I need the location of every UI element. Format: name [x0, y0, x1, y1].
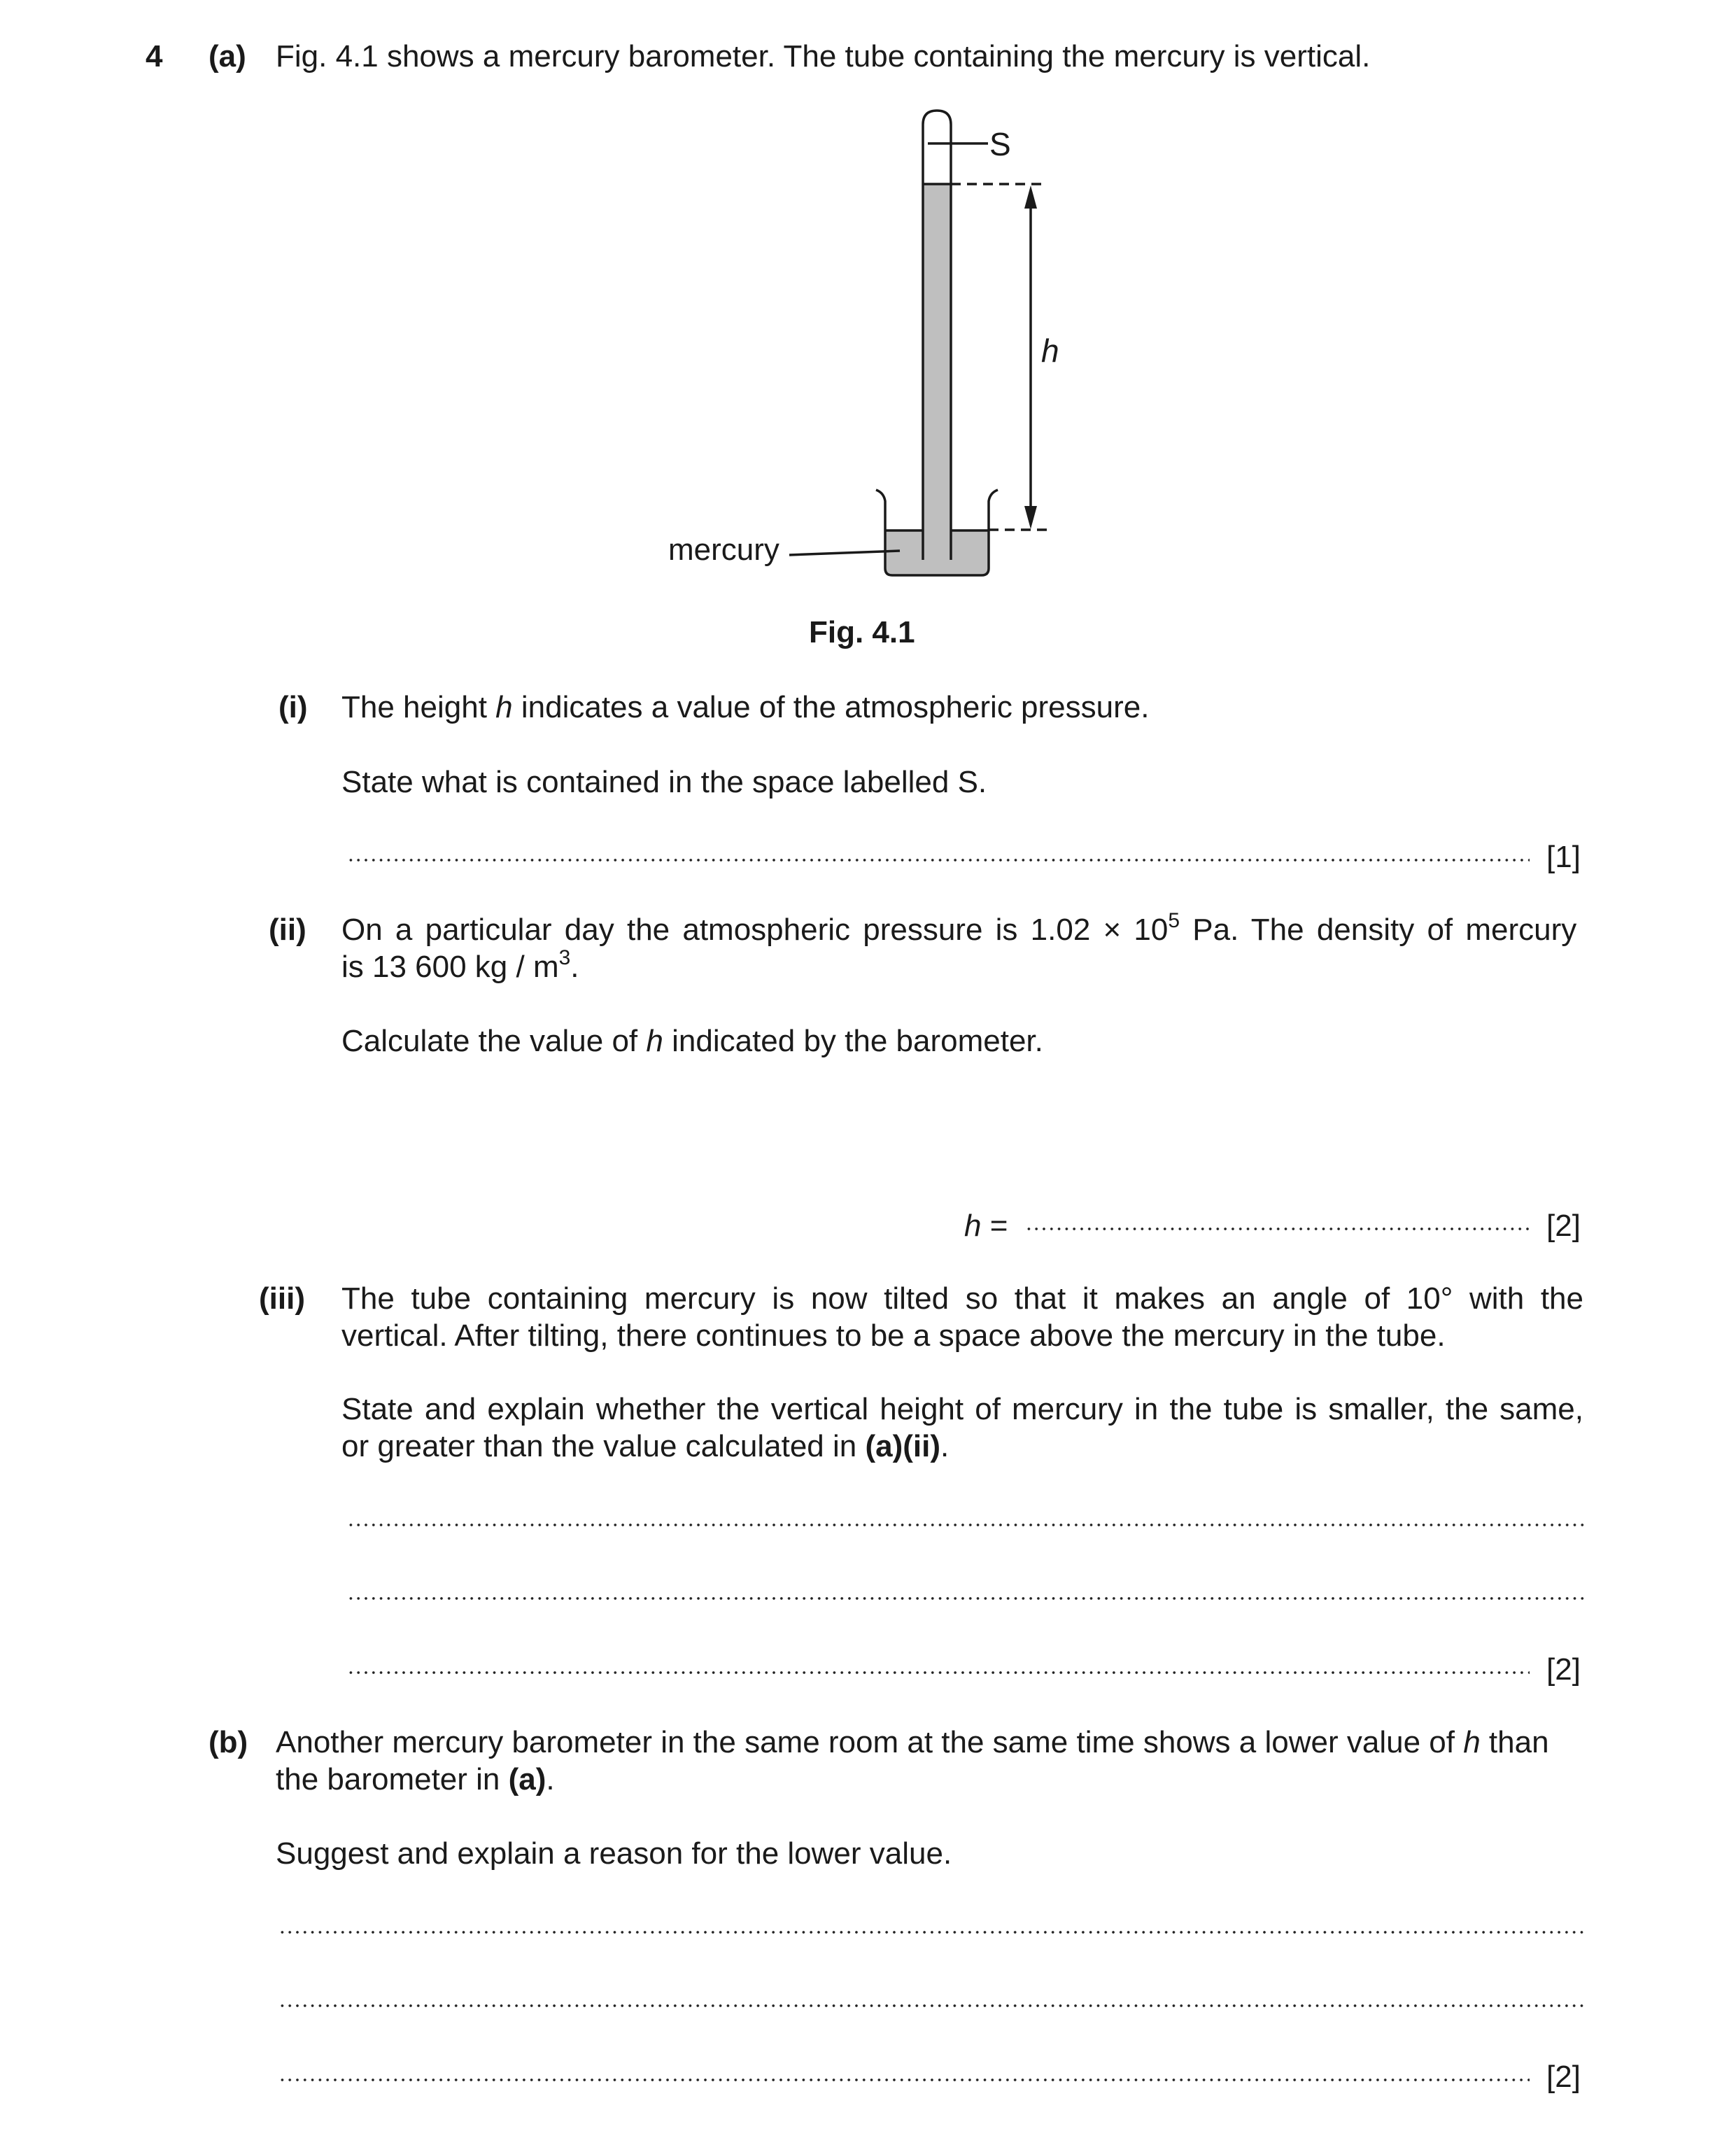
answer-line-iii-2	[347, 1596, 1584, 1601]
sub-i-instruction: State what is contained in the space labelled S.	[341, 765, 987, 799]
part-b-instruction: Suggest and explain a reason for the lower value.	[276, 1836, 952, 1871]
sub-ii-instruction: Calculate the value of h indicated by the barometer.	[341, 1024, 1043, 1058]
sub-i-text: The height h indicates a value of the atmospheric pressure.	[341, 690, 1150, 724]
label-s: S	[989, 126, 1011, 162]
answer-line-ii	[1025, 1226, 1530, 1232]
mark-i: [1]	[1546, 840, 1581, 874]
figure-caption: Fig. 4.1	[809, 615, 915, 649]
part-a-label: (a)	[209, 39, 246, 73]
arrow-head-top	[1024, 185, 1037, 209]
part-b-label: (b)	[209, 1725, 248, 1759]
sub-iii-line-4: or greater than the value calculated in (a)(ii).	[341, 1429, 950, 1463]
question-number: 4	[146, 39, 163, 73]
answer-h-label: h =	[964, 1209, 1017, 1243]
tube-mercury	[923, 184, 951, 534]
mercury-leader-line	[789, 551, 900, 555]
sub-iii-line-3: State and explain whether the vertical height of mercury in the tube is smaller, the same,	[341, 1392, 1583, 1426]
dish-mercury	[885, 530, 989, 575]
answer-line-i	[347, 857, 1530, 863]
sub-ii-line-2: is 13 600 kg / $m^3$.	[341, 946, 579, 984]
answer-line-b-1	[278, 1929, 1584, 1935]
arrow-head-bottom	[1024, 506, 1037, 529]
sub-ii-label: (ii)	[269, 913, 306, 947]
mark-ii: [2]	[1546, 1209, 1581, 1243]
barometer-diagram	[789, 111, 1047, 575]
part-a-intro: Fig. 4.1 shows a mercury barometer. The tube containing the mercury is vertical.	[276, 39, 1371, 73]
answer-line-iii-1	[347, 1522, 1584, 1528]
sub-iii-line-2: vertical. After tilting, there continues to be a space above the mercury in the tube.	[341, 1318, 1446, 1353]
sub-iii-label: (iii)	[259, 1281, 305, 1316]
barometer-figure	[0, 0, 1736, 630]
sub-ii-line-1: On a particular day the atmospheric pressure is $1.02 \times 10^5$ Pa. The density of mercury	[341, 909, 1577, 947]
part-b-line-1: Another mercury barometer in the same room at the same time shows a lower value of h than	[276, 1725, 1549, 1759]
label-mercury: mercury	[668, 533, 779, 567]
sub-iii-line-1: The tube containing mercury is now tilted so that it makes an angle of 10° with the	[341, 1281, 1583, 1316]
mark-b: [2]	[1546, 2060, 1581, 2094]
part-b-line-2: the barometer in (a).	[276, 1762, 555, 1796]
mark-iii: [2]	[1546, 1652, 1581, 1687]
answer-line-b-2	[278, 2003, 1584, 2009]
answer-line-b-3	[278, 2077, 1530, 2083]
answer-line-iii-3	[347, 1670, 1530, 1675]
sub-i-label: (i)	[278, 690, 308, 724]
label-h: h	[1041, 332, 1059, 369]
